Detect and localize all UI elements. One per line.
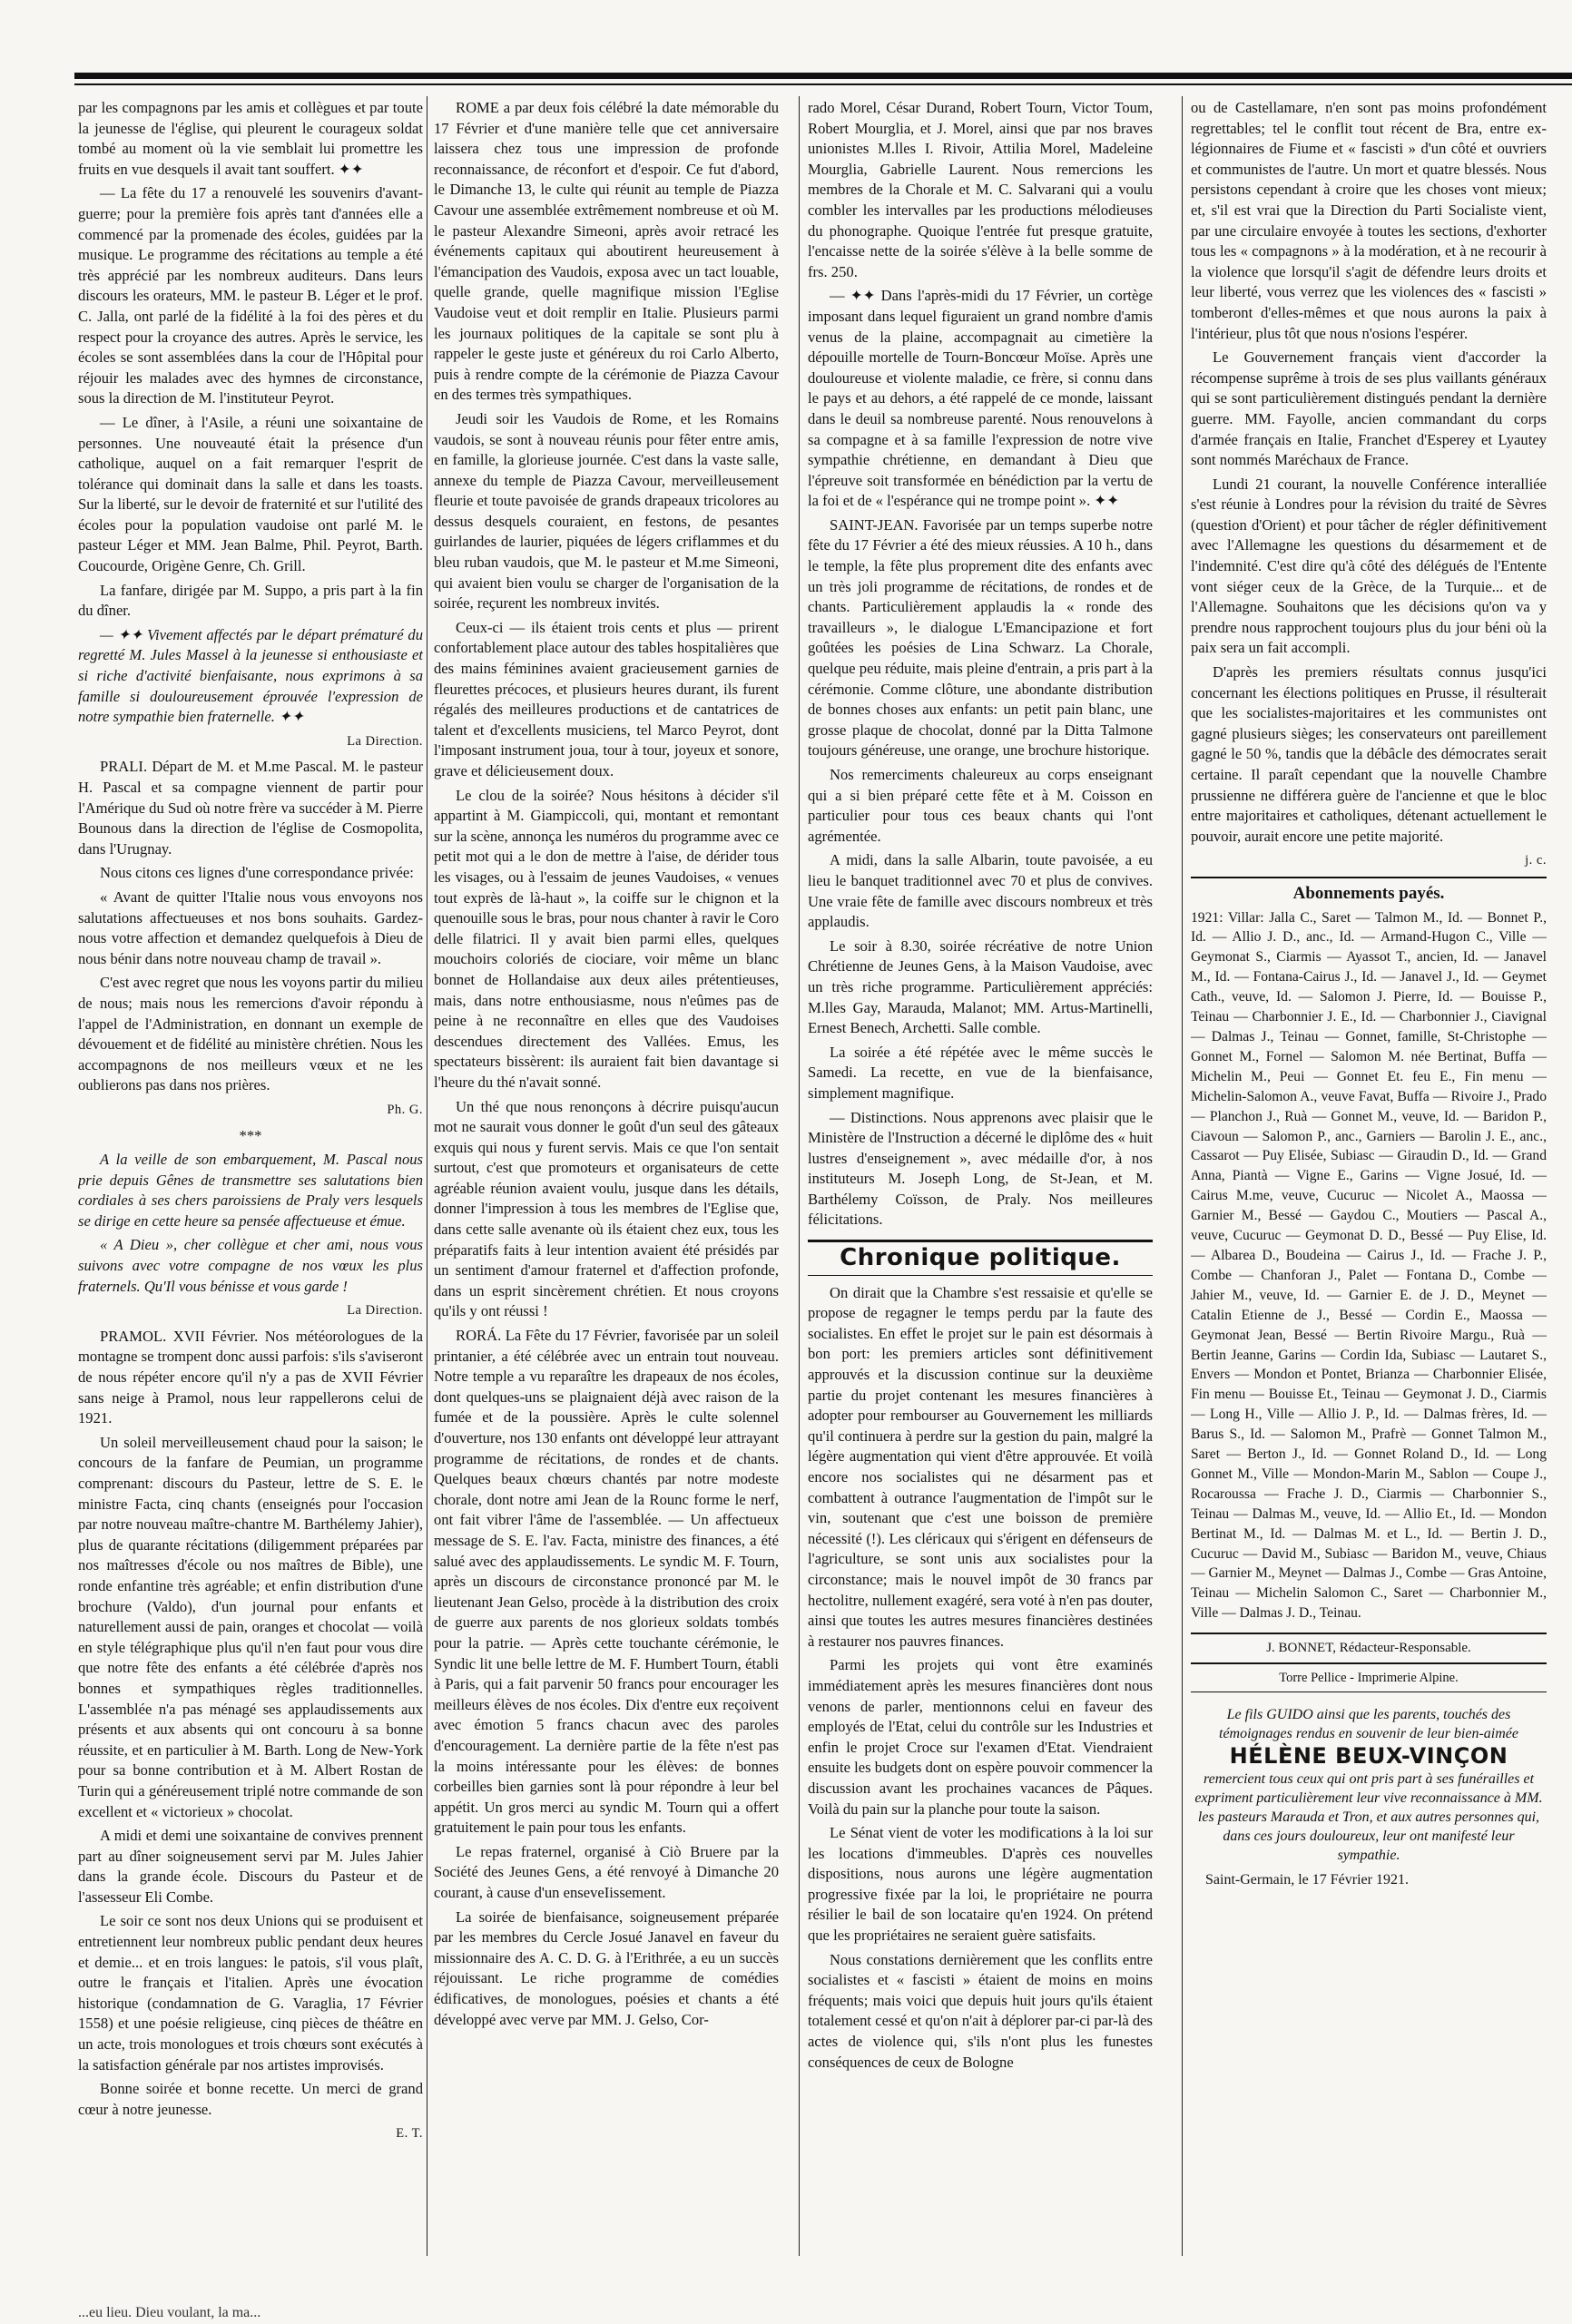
- notice-date: Saint-Germain, le 17 Février 1921.: [1205, 1872, 1409, 1888]
- paragraph: On dirait que la Chambre s'est ressaisie et qu'elle se propose de regagner le temps perdu par la faute des socialistes. En effet le projet sur le pain est désormais à bon port: les premiers articles sont définitivement approuvés et la discussion continue sur la deuxième partie du projet contenant les mesures financières à adopter pour rembourser au Gouvernement les milliards qu'il continuera à perdre sur la gestion du pain, malgré la légère augmentation qui vient d'être approuvée. Et voilà encore nos socialistes qui ne désarment pas et combattent à outrance l'augmentation de l'impôt sur le vin, soutenant que c'est une boisson de première nécessité (!). Les cléricaux qui s'érigent en défenseurs de l'agriculture, se sont unis aux socialistes pour la circonstance; mais le nouvel impôt de 30 francs par hectolitre, nullement exagéré, sera voté à n'en pas douter, ainsi que toutes les autres mesures financières destinées à restaurer nos pauvres finances.: [808, 1283, 1153, 1650]
- column-2: [434, 98, 779, 2249]
- signature: Ph. G.: [387, 1102, 423, 1117]
- paragraph: Un thé que nous renonçons à décrire puisqu'aucun mot ne saurait vous donner le goût d'un seul des gâteaux exquis qui nous y furent servis. Mais ce que l'on sentait surtout, c'est que promoteurs et organisateurs de cette agréable réunion avaient voulu, jusque dans les détails, donner l'impression à tous les membres de l'Eglise que, dans cette salle avenante où ils étaient chez eux, tous les préparatifs faits à leur intention avaient été présidés par un sentiment d'amour fraternel et d'affection profonde, dans un esprit sincèrement chrétien. Et nous croyons qu'ils y ont réussi !: [434, 1097, 779, 1320]
- signature: E. T.: [396, 2126, 423, 2142]
- paragraph: A midi et demi une soixantaine de convives prennent part au dîner soigneusement servi par M. Jules Jahier dans la grande école. Discours du Pasteur et de l'assesseur Eli Combe.: [78, 1827, 423, 1906]
- paragraph: C'est avec regret que nous les voyons partir du milieu de nous; mais nous les remercions d'avoir répondu à l'appel de l'Administration, en donnant un exemple de dévouement et de fidélité au ministère chrétien. Nous les accompagnons de nos meilleurs vœux et ne les oublierons pas dans nos prières.: [78, 974, 423, 1094]
- paragraph: Lundi 21 courant, la nouvelle Conférence interalliée s'est réunie à Londres pour la révision du traité de Sèvres (question d'Orient) et pour tâcher de régler définitivement avec l'Allemagne les questions du désarmement et de l'indemnité. C'est dire qu'à côté des délégués de l'Entente vont siéger ceux de la Grèce, de la Turquie... et de l'Allemagne. Souhaitons que les décisions qu'on va y prendre nous rapprochent toujours plus du jour béni où la paix sera un fait accompli.: [1191, 475, 1547, 657]
- paragraph: Ceux-ci — ils étaient trois cents et plus — prirent confortablement place autour des tables hospitalières que des mains féminines avaient gracieusement garnies de fleurettes précoces, et plusieurs heures durant, ils furent régalés des meilleures productions et de cantatrices de talent et d'excellents musiciens, tel Marco Peyrot, dont l'imposant instrument joua, tour à tour, joyeux et sonore, grave et délicieusement doux.: [434, 618, 779, 780]
- notice-body: remercient tous ceux qui ont pris part à ses funérailles et expriment particulièrement leur vive reconnaissance à MM. les pasteurs Marauda et Tron, et aux autres personnes qui, dans ces jours douloureux, leur ont manifesté leur sympathie.: [1194, 1771, 1543, 1864]
- column-1: [78, 98, 423, 2249]
- printer-line: Torre Pellice - Imprimerie Alpine.: [1191, 1664, 1547, 1693]
- paragraph: Le soir ce sont nos deux Unions qui se produisent et entretiennent leur nombreux public pendant deux heures et demie... et en trois langues: le patois, s'il vous plaît, outre le français et l'italien. Après une évocation historique (condamnation de G. Varaglia, 17 Février 1558) et une poésie religieuse, cinq pièces de théâtre en un acte, trois monologues et trois chœurs sont exécutés à la satisfaction générale par nos artistes improvisés.: [78, 1912, 423, 2074]
- divider: [1191, 877, 1547, 878]
- paragraph: Nos remerciments chaleureux au corps enseignant qui a si bien préparé cette fête et à M. Coisson en particulier pour tous ces beaux chants qui l'ont agrémentée.: [808, 766, 1153, 845]
- column-divider: [799, 96, 800, 2256]
- section-title: Chronique politique.: [840, 1244, 1121, 1272]
- paragraph: Un soleil merveilleusement chaud pour la saison; le concours de la fanfare de Peumian, un programme comprenant: discours du Pasteur, lettre de S. E. le ministre Facta, cinq chants (enseignés pour l'occasion par notre nouveau maître-chantre M. Barthélemy Jahier), plus de quarante récitations (diligemment préparées par nos maîtresses d'école ou nos maîtres de Bible), une ronde enfantine très agréable; et enfin distribution d'une brochure (Valdo), d'un journal pour enfants et naturellement aussi de pain, oranges et chocolat — voilà en style télégraphique plus qu'il n'en faut pour vous dire que notre fête des enfants a été célébrée d'après nos bonnes et sympathiques règles traditionnelles. L'assemblée n'a pas ménagé ses applaudissements aux présents et aux absents qui ont concouru à sa bonne réussite, et en particulier à M. Barth. Long de New-York pour sa bonne contribution et à M. Albert Rostan de Turin qui a généreusement triplé notre commande de son excellent et « victorieux » chocolat.: [78, 1433, 423, 1820]
- signature: La Direction.: [347, 1303, 423, 1319]
- paragraph: Le clou de la soirée? Nous hésitons à décider s'il appartint à M. Giampiccoli, qui, montant et remontant sur la scène, annonça les numéros du programme avec ce petit mot qui a le don de mettre à l'aise, de dérider tous les visages, ou à l'essaim de jeunes Vaudoises, « venues tout exprès de là-haut », la coiffe sur le chignon et la quenouille sous le bras, pour nous chanter à ravir le Coro delle filatrici. Il y avait bien parmi elles, quelques mouchoirs coloriés de ciociare, voir même un blanc bonnet de Hollandaise aux deux ailes prétentieuses, mais, dans notre enthousiasme, nous n'eûmes pas de peine à ne reconnaître en elles que des Vaudoises descendues directement des Vallées. Emus, les spectateurs bissèrent: ils auraient fait bien davantage si l'heure du thé n'avait sonné.: [434, 786, 779, 1091]
- thanks-notice: [1191, 1705, 1547, 1889]
- column-4: [1191, 98, 1547, 2249]
- section-header-box: [808, 1240, 1153, 1276]
- editor-line: J. BONNET, Rédacteur-Responsable.: [1191, 1633, 1547, 1664]
- column-3: [808, 98, 1153, 2249]
- paragraph: — La fête du 17 a renouvelé les souvenirs d'avant-guerre; pour la première fois après tant d'années elle a commencé par la promenade des écoles, guidées par la musique. Le programme des récitations au temple a été très apprécié par les nombreux auditeurs. Dans leurs discours les orateurs, MM. le pasteur B. Léger et le prof. C. Jalla, ont parlé de la fidélité à la foi des pères et du respect pour la croyance des autres. Après le service, les écoles se sont assemblées dans la cour de l'Hôpital pour réjouir les malades avec des hymnes de circonstance, sous la direction de M. l'instituteur Peyrot.: [78, 184, 423, 407]
- notice-name: HÉLÈNE BEUX-VINÇON: [1229, 1743, 1508, 1770]
- paragraph: RORÁ. La Fête du 17 Février, favorisée par un soleil printanier, a été célébrée avec un entrain tout nouveau. Notre temple a vu reparaître les drapeaux de nos écoles, dont quelques-uns se plaignaient déjà avec raison de la fumée et de la poussière. Après le culte solennel d'ouverture, nos 130 enfants ont développé leur attrayant programme de récitations, de rondes et de chants. Quelques beaux chœurs chantés par notre modeste chorale, dont notre ami Jean de la Rounc forme le nerf, ont fait vibrer l'âme de l'assemblée. — Un affectueux message de S. E. l'av. Facta, ministre des finances, a été salué avec des applaudissements. Le syndic M. F. Tourn, après un discours de circonstance prononcé par M. le lieutenant Jean Gelso, procède à la distribution des croix de guerre aux parents de nos glorieux soldats tombés pour la patrie. — Après cette touchante cérémonie, le Syndic lit une belle lettre de M. F. Humbert Tourn, établi à Paris, qui a fait parvenir 50 francs pour encourager les meilleurs élèves de nos écoles. Dix d'entre eux reçoivent avec émotion 5 francs chacun avec des paroles d'encouragement. La dernière partie de la fête n'est pas la moins intéressante pour les élèves: de bonnes corbeilles bien garnies sont là pour répondre à leur bel appétit. Un gros merci au syndic M. Tourn qui a offert gratuitement le pain pour tous les enfants.: [434, 1327, 779, 1837]
- subscriptions-title: Abonnements payés.: [1292, 883, 1445, 903]
- condolence-note: — ✦✦ Vivement affectés par le départ prématuré du regretté M. Jules Massel à la jeunesse si enthousiaste et si riche d'activité bienfaisante, nous exprimons à sa famille si douloureusement éprouvée l'expression de notre sympathie bien fraternelle. ✦✦: [78, 625, 423, 726]
- signature: j. c.: [1525, 853, 1547, 868]
- paragraph: SAINT-JEAN. Favorisée par un temps superbe notre fête du 17 Février a été des mieux réussies. A 10 h., dans le temple, la fête plus proprement dite des enfants avec un très joli programme de récitations, de rondes et de chants. Particulièrement applaudis la « ronde des travailleurs », le dialogue L'Emancipazione et fort goûtées les poésies de Lina Schwarz. La Chorale, quelque peu réduite, mais pleine d'entrain, a pris part à la cérémonie. Comme clôture, une abondante distribution de bonnes choses aux enfants: un petit pain blanc, une grosse plaque de chocolat, donné par la Ditta Talmone toujours généreuse, une orange, une brochure historique.: [808, 515, 1153, 760]
- quote: « Avant de quitter l'Italie nous vous envoyons nos salutations affectueuses et nos bons souhaits. Gardez-nous votre affection et demandez quelquefois à Dieu de nous bénir dans notre nouveau champ de travail ».: [78, 887, 423, 967]
- top-rule-thick: [74, 73, 1572, 79]
- paragraph: — Distinctions. Nous apprenons avec plaisir que le Ministère de l'Instruction a décerné le diplôme des « huit lustres d'enseignement », avec médaille d'or, à nos instituteurs M. Joseph Long, de St-Jean, et M. Barthélemy Coïsson, de Praly. Nos meilleures félicitations.: [808, 1108, 1153, 1229]
- signature: La Direction.: [347, 733, 423, 749]
- paragraph: Le Sénat vient de voter les modifications à la loi sur les locations d'immeubles. D'après ces nouvelles dispositions, nous aurons une légère augmentation progressive fixée par la loi, le propriétaire ne pourra résilier le bail de son locataire qu'en 1924. On prétend que les propriétaires ne seraient guère satisfaits.: [808, 1824, 1153, 1945]
- paragraph: Nous citons ces lignes d'une correspondance privée:: [100, 864, 414, 882]
- paragraph: — ✦✦ Dans l'après-midi du 17 Février, un cortège imposant dans lequel figuraient un grand nombre d'amis venus de la plaine, accompagnait au cimetière la dépouille mortelle de Tourn-Boncœur Moïse. Après une douloureuse et violente maladie, ce frère, si connu dans le pays et au dehors, a été rappelé de ce monde, laissant dans le deuil sa nombreuse parenté. Nous renouvelons à sa compagne et à sa famille l'expression de notre vive sympathie chrétienne, en demandant à Dieu que l'épreuve soit transformée en bénédiction par la vertu de la foi et de « l'espérance qui ne trompe point ». ✦✦: [808, 287, 1153, 510]
- paragraph: Parmi les projets qui vont être examinés immédiatement après les mesures financières dont nous venons de parler, mentionnons celui en faveur des employés de l'Etat, celui du contrôle sur les Industries et enfin le projet Croce sur l'examen d'Etat. Viendraient ensuite les budgets dont on espère pouvoir commencer la discussion avant les prochaines vacances de Pâques. Voilà du pain sur la planche pour toute la saison.: [808, 1656, 1153, 1818]
- paragraph: La soirée a été répétée avec le même succès le Samedi. La recette, en vue de la bienfaisance, simplement magnifique.: [808, 1043, 1153, 1102]
- paragraph: D'après les premiers résultats connus jusqu'ici concernant les élections politiques en Prusse, il résulterait que les socialistes-majoritaires et les communistes ont gagné plusieurs sièges; les conservateurs ont pareillement gagné le 50 %, tandis que la débâcle des démocrates serait certaine. Il paraît cependant que la nouvelle Chambre prussienne ne différera guère de l'ancienne et que le bloc entre majoritaires et catholiques, détenant actuellement le pouvoir, aurait encore une petite majorité.: [1191, 663, 1547, 845]
- subscriptions-list: 1921: Villar: Jalla C., Saret — Talmon M., Id. — Bonnet P., Id. — Allio J. D., anc., Id. — Armand-Hugon C., Ville — Geymonat S., Ciarmis — Ayassot T., ancien, Id. — Janavel M., Id. — Fontana-Cairus J., Id. — Janavel J., Id. — Geymet Cath., veuve, Id. — Salomon J. Pierre, Id. — Bouisse P., Teinau — Charbonnier J. E., Id. — Charbonnier J., Ciavignal — Dalmas J., Teinau — Gonnet, famille, St-Christophe — Gonnet M., Fornel — Salomon M. née Bertinat, Buffa — Michelin M., Peui — Gonnet Et. feu E., Fin menu — Michelin-Salomon A., veuve Favat, Buffa — Rivoire J., Prado — Planchon J., Ruà — Gonnet M., veuve, Id. — Baridon P., Ciavoun — Salomon P., anc., Garniers — Barolin J. E., anc., Cassarot — Puy Elisée, Subiasc — Giraudin D., Id. — Grand Anna, Piantà — Vigne E., Garins — Vigne Josué, Id. — Cairus M.me, veuve, Cucuruc — Nicolet A., Maossa — Garnier M., Bessé — Gaydou C., Moutiers — Pascal A., veuve, Cucuruc — Geymonat D. D., Bessé — Puy Elise, Id. — Albarea D., Boudeina — Cairus J., Id. — Frache J. P., Combe — Chanforan J., Palet — Fontana D., Combe — Jahier M., veuve, Id. — Garnier E. de J. D., Meynet — Catalin Etienne de J., Bessé — Cordin E., Maossa — Geymonat Jean, Bessé — Bertin Rivoire Margu., Ruà — Bertin Jeanne, Garins — Cordin Ida, Subiasc — Lautaret S., Envers — Mondon et Pontet, Brianza — Charbonnier Elisée, Fin menu — Bouisse Et., Teinau — Geymonat J. D., Ciarmis — Long H., Ville — Allio J. P., Id. — Dalmas frères, Id. — Barus S., Id. — Salomon M., Prafrè — Gonnet Talmon M., Saret — Berton J., Id. — Gonnet Roland D., Id. — Long Gonnet M., Ville — Mondon-Marin M., Sablon — Coupe J., Rocaroussa — Frache J. D., Ciarmis — Charbonnier S., Teinau — Dalmas M., veuve, Id. — Allio Et., Id. — Mondon Bertinat M., Id. — Dalmas M. et L., Id. — Bertin J. D., Cucuruc — David M., Subiasc — Baridon M., veuve, Chiaus — Garnier M., Meynet — Dalmas J., Combe — Gras Antoine, Teinau — Michelin Salomon C., Saret — Charbonnier M., Ville — Dalmas J. D., Teinau.: [1191, 909, 1547, 1622]
- top-rule-thin: [74, 83, 1572, 85]
- separator-stars: ***: [239, 1126, 262, 1144]
- paragraph: A midi, dans la salle Albarin, toute pavoisée, a eu lieu le banquet traditionnel avec 70 et plus de convives. Une vraie fête de famille avec discours nombreux et très applaudis.: [808, 851, 1153, 931]
- paragraph: La fanfare, dirigée par M. Suppo, a pris part à la fin du dîner.: [78, 581, 423, 620]
- paragraph: — Le dîner, à l'Asile, a réuni une soixantaine de personnes. Une nouveauté était la présence d'un catholique, auquel on a fait remarquer l'esprit de tolérance qui dominait dans la salle et dans les toasts. Sur la liberté, sur le devoir de fraternité et sur l'utilité des écoles pour la population vaudoise ont parlé M. le pasteur Léger et MM. Jean Balme, Phil. Peyrot, Barth. Coucourde, Origène Genre, Ch. Grill.: [78, 413, 423, 575]
- next-page-fragment: ...eu lieu. Dieu voulant, la ma...: [78, 2305, 261, 2320]
- column-divider: [1182, 96, 1183, 2256]
- paragraph: Jeudi soir les Vaudois de Rome, et les Romains vaudois, se sont à nouveau réunis pour fêter entre amis, en famille, la glorieuse journée. C'est dans la vaste salle, annexe du temple de Piazza Cavour, merveilleusement fleurie et toute pavoisée de grands drapeaux tricolores au dessus desquels couraient, en festons, de pesantes guirlandes de laurier, piquées de légers criflammes et du bleu ruban vaudois, que M. le pasteur et M.me Simeoni, qui avaient bien voulu se charger de l'organisation de la soirée, reçurent les nombreux invités.: [434, 409, 779, 613]
- paragraph: La soirée de bienfaisance, soigneusement préparée par les membres du Cercle Josué Janavel en faveur du missionnaire des A. C. D. G. à l'Erithrée, a eu un succès réjouissant. Le riche programme de comédies édificatives, de monologues, poésies et chants a été développé avec verve par MM. J. Gelso, Cor-: [434, 1907, 779, 2028]
- paragraph: ou de Castellamare, n'en sont pas moins profondément regrettables; tel le conflit tout récent de Bra, entre ex-légionnaires de Fiume et « fascisti » d'un côté et ouvriers et communistes de l'autre. Un mort et quatre blessés. Nous persistons cependant à croire que les choses vont mieux; et, s'il est vrai que la Direction du Parti Socialiste vient, par une circulaire envoyée à toutes les sections, d'exhorter tous les « compagnons » à la modération, et à ne recourir à la violence que lorsqu'il s'agit de défendre leurs droits et leur liberté, vous verrez que les violences des « fascisti » tomberont d'elles-mêmes et que nous aurons la paix à l'intérieur, plus tôt que nous n'osions l'espérer.: [1191, 99, 1547, 342]
- paragraph: Le soir à 8.30, soirée récréative de notre Union Chrétienne de Jeunes Gens, à la Maison Vaudoise, avec un très riche programme. Particulièrement appréciés: M.lles Gay, Marauda, Malanot; MM. Artus-Martinelli, Ernest Benech, Archetti. Salle comble.: [808, 936, 1153, 1037]
- paragraph: « A Dieu », cher collègue et cher ami, nous vous suivons avec votre compagne de nos vœux les plus fraternels. Qu'Il vous bénisse et vous garde !: [78, 1236, 423, 1295]
- paragraph: Le Gouvernement français vient d'accorder la récompense suprême à trois de ses plus vaillants généraux qui se sont particulièrement distingués pendant la dernière guerre. MM. Fayolle, ancien commandant du corps d'armée français en Italie, Franchet d'Esperey et Lyautey sont nommés Maréchaux de France.: [1191, 348, 1547, 469]
- paragraph: Bonne soirée et bonne recette. Un merci de grand cœur à notre jeunesse.: [78, 2080, 423, 2118]
- paragraph: PRALI. Départ de M. et M.me Pascal. M. le pasteur H. Pascal et sa compagne viennent de partir pour l'Amérique du Sud où notre frère va succéder à M. Pierre Bounous dans la direction de l'église de Cosmopolita, dans l'Urugnay.: [78, 758, 423, 858]
- paragraph: Nous constations dernièrement que les conflits entre socialistes et « fascisti » étaient de moins en moins fréquents; mais voici que depuis huit jours qu'ils étaient totalement cessé et qu'on n'ait à déplorer par-ci par-là des actes de violence qui, s'ils n'ont plus les funestes conséquences de ceux de Bologne: [808, 1950, 1153, 2071]
- paragraph: A la veille de son embarquement, M. Pascal nous prie depuis Gênes de transmettre ses salutations bien cordiales à ses chers paroissiens de Praly vers lesquels se dirige en cette heure sa pensée affectueuse et émue.: [78, 1151, 423, 1230]
- paragraph: ROME a par deux fois célébré la date mémorable du 17 Février et d'une manière telle que cet anniversaire laissera chez tous une impression de profonde reconnaissance, de réconfort et d'espoir. Ce fut d'abord, le Dimanche 13, le culte qui réunit au temple de Piazza Cavour une assemblée extrêmement nombreuse et où M. le pasteur Alexandre Simeoni, après avoir retracé les événements capitaux qui aboutirent heureusement à l'émancipation des Vaudois, exposa avec un tact louable, quelle grande, quelle magnifique mission l'Eglise Vaudoise veut et doit remplir en Italie. Plusieurs parmi les journaux politiques de la capitale se sont plu à rappeler le geste juste et généreux du roi Carlo Alberto, puis à rendre compte de la cérémonie de Piazza Cavour en des termes très sympathiques.: [434, 99, 779, 404]
- paragraph: rado Morel, César Durand, Robert Tourn, Victor Toum, Robert Mourglia, et J. Morel, ainsi que par nos braves unionistes M.lles I. Rivoir, Attilia Morel, Madeleine Mourglia, Gabrielle Laurent. Nous remercions les membres de la Chorale et M. C. Salvarani qui a voulu combler les intervalles par les productions mélodieuses du phonographe. Quoique l'entrée fut presque gratuite, l'encaisse nette de la soirée s'élève à la belle somme de frs. 250.: [808, 99, 1153, 280]
- notice-intro: Le fils GUIDO ainsi que les parents, touchés des témoignages rendus en souvenir de leur bien-aimée: [1219, 1707, 1518, 1742]
- paragraph: Le repas fraternel, organisé à Ciò Bruere par la Société des Jeunes Gens, a été renvoyé à Dimanche 20 courant, à cause d'un enseveIissement.: [434, 1842, 779, 1902]
- paragraph: PRAMOL. XVII Février. Nos météorologues de la montagne se trompent donc aussi parfois: s'ils s'aviseront de nous répéter encore qu'il n'y a pas de XVII Février sans neige à Pramol, nous leur rappellerons celui de 1921.: [78, 1327, 423, 1427]
- paragraph: par les compagnons par les amis et collègues et par toute la jeunesse de l'église, qui pleurent le courageux soldat tombé au moment où la vie semblait lui promettre les fruits en vue desquels il avait tant souffert. ✦✦: [78, 99, 423, 178]
